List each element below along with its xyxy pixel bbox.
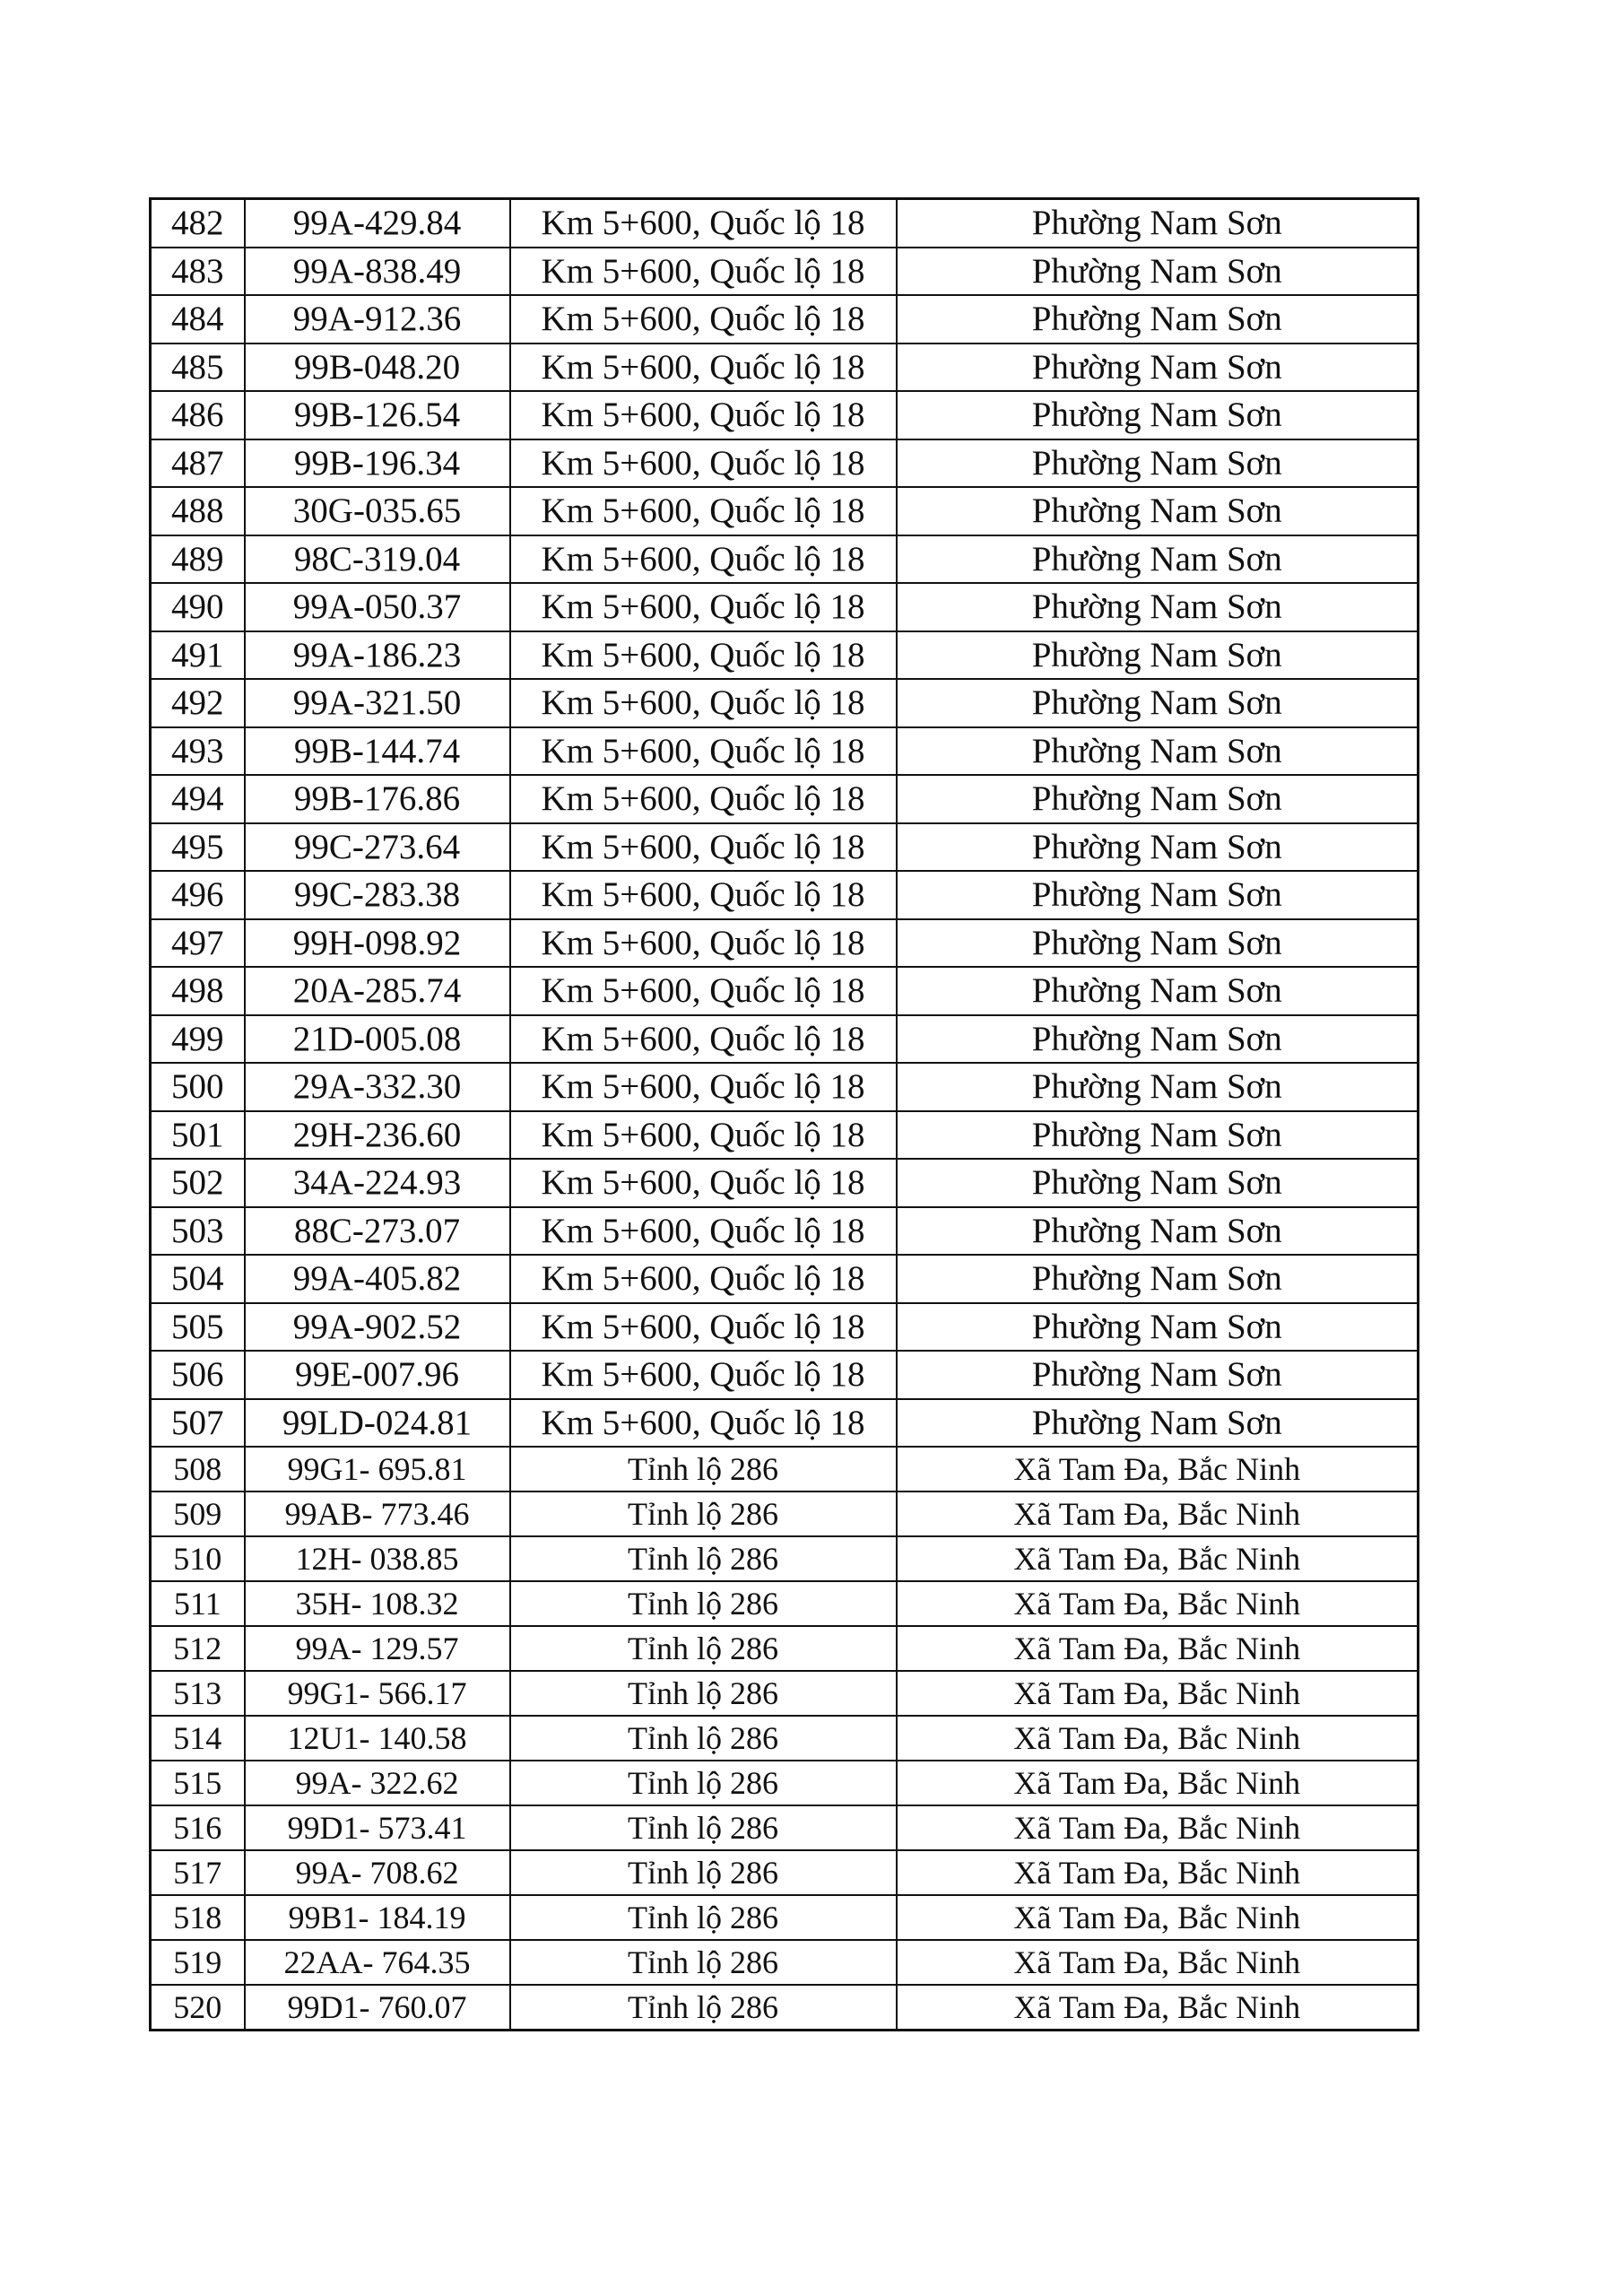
table-body bbox=[151, 199, 1419, 2031]
table-row bbox=[151, 535, 1419, 584]
table-row bbox=[151, 487, 1419, 535]
area-cell: Phường Nam Sơn bbox=[897, 1063, 1419, 1111]
area-cell: Phường Nam Sơn bbox=[897, 1399, 1419, 1448]
row-number-cell: 506 bbox=[151, 1351, 245, 1399]
license-plate-cell: 30G-035.65 bbox=[245, 487, 510, 535]
row-number-cell: 509 bbox=[151, 1492, 245, 1536]
row-number-cell: 517 bbox=[151, 1850, 245, 1895]
area-cell: Phường Nam Sơn bbox=[897, 439, 1419, 488]
row-number-cell: 500 bbox=[151, 1063, 245, 1111]
location-cell: Tỉnh lộ 286 bbox=[510, 1716, 897, 1761]
table-row bbox=[151, 1761, 1419, 1805]
license-plate-cell: 88C-273.07 bbox=[245, 1207, 510, 1256]
area-cell: Phường Nam Sơn bbox=[897, 199, 1419, 248]
table-row bbox=[151, 727, 1419, 776]
table-row bbox=[151, 1581, 1419, 1626]
area-cell: Xã Tam Đa, Bắc Ninh bbox=[897, 1805, 1419, 1850]
location-cell: Km 5+600, Quốc lộ 18 bbox=[510, 919, 897, 968]
location-cell: Tỉnh lộ 286 bbox=[510, 1626, 897, 1671]
table-row bbox=[151, 1111, 1419, 1160]
location-cell: Tỉnh lộ 286 bbox=[510, 1581, 897, 1626]
license-plate-cell: 99B-196.34 bbox=[245, 439, 510, 488]
location-cell: Tỉnh lộ 286 bbox=[510, 1536, 897, 1581]
row-number-cell: 488 bbox=[151, 487, 245, 535]
table-row bbox=[151, 1895, 1419, 1940]
table-row bbox=[151, 775, 1419, 823]
row-number-cell: 508 bbox=[151, 1447, 245, 1492]
table-row bbox=[151, 631, 1419, 680]
violations-table bbox=[149, 197, 1419, 2031]
area-cell: Phường Nam Sơn bbox=[897, 344, 1419, 392]
license-plate-cell: 99D1- 760.07 bbox=[245, 1985, 510, 2031]
table-row bbox=[151, 823, 1419, 872]
location-cell: Km 5+600, Quốc lộ 18 bbox=[510, 1111, 897, 1160]
license-plate-cell: 99G1- 566.17 bbox=[245, 1671, 510, 1716]
row-number-cell: 496 bbox=[151, 871, 245, 919]
location-cell: Km 5+600, Quốc lộ 18 bbox=[510, 535, 897, 584]
area-cell: Phường Nam Sơn bbox=[897, 535, 1419, 584]
license-plate-cell: 99G1- 695.81 bbox=[245, 1447, 510, 1492]
license-plate-cell: 99D1- 573.41 bbox=[245, 1805, 510, 1850]
license-plate-cell: 99A-912.36 bbox=[245, 295, 510, 344]
location-cell: Km 5+600, Quốc lộ 18 bbox=[510, 295, 897, 344]
table-row bbox=[151, 1303, 1419, 1352]
row-number-cell: 511 bbox=[151, 1581, 245, 1626]
area-cell: Phường Nam Sơn bbox=[897, 295, 1419, 344]
table-row bbox=[151, 871, 1419, 919]
license-plate-cell: 29A-332.30 bbox=[245, 1063, 510, 1111]
license-plate-cell: 99B-126.54 bbox=[245, 391, 510, 439]
row-number-cell: 505 bbox=[151, 1303, 245, 1352]
location-cell: Km 5+600, Quốc lộ 18 bbox=[510, 1303, 897, 1352]
row-number-cell: 486 bbox=[151, 391, 245, 439]
table-row bbox=[151, 679, 1419, 727]
row-number-cell: 499 bbox=[151, 1015, 245, 1064]
table-row bbox=[151, 391, 1419, 439]
location-cell: Km 5+600, Quốc lộ 18 bbox=[510, 487, 897, 535]
row-number-cell: 483 bbox=[151, 248, 245, 296]
row-number-cell: 519 bbox=[151, 1940, 245, 1985]
area-cell: Phường Nam Sơn bbox=[897, 583, 1419, 631]
row-number-cell: 507 bbox=[151, 1399, 245, 1448]
table-row bbox=[151, 1985, 1419, 2031]
row-number-cell: 495 bbox=[151, 823, 245, 872]
area-cell: Xã Tam Đa, Bắc Ninh bbox=[897, 1626, 1419, 1671]
location-cell: Km 5+600, Quốc lộ 18 bbox=[510, 583, 897, 631]
row-number-cell: 520 bbox=[151, 1985, 245, 2031]
table-row bbox=[151, 919, 1419, 968]
license-plate-cell: 99B1- 184.19 bbox=[245, 1895, 510, 1940]
row-number-cell: 498 bbox=[151, 967, 245, 1015]
area-cell: Phường Nam Sơn bbox=[897, 967, 1419, 1015]
license-plate-cell: 99LD-024.81 bbox=[245, 1399, 510, 1448]
table-row bbox=[151, 1850, 1419, 1895]
area-cell: Phường Nam Sơn bbox=[897, 1207, 1419, 1256]
license-plate-cell: 99B-048.20 bbox=[245, 344, 510, 392]
location-cell: Km 5+600, Quốc lộ 18 bbox=[510, 1207, 897, 1256]
table-row bbox=[151, 248, 1419, 296]
row-number-cell: 484 bbox=[151, 295, 245, 344]
location-cell: Km 5+600, Quốc lộ 18 bbox=[510, 1351, 897, 1399]
table-row bbox=[151, 1716, 1419, 1761]
area-cell: Xã Tam Đa, Bắc Ninh bbox=[897, 1895, 1419, 1940]
location-cell: Tỉnh lộ 286 bbox=[510, 1671, 897, 1716]
area-cell: Phường Nam Sơn bbox=[897, 727, 1419, 776]
area-cell: Xã Tam Đa, Bắc Ninh bbox=[897, 1492, 1419, 1536]
row-number-cell: 502 bbox=[151, 1159, 245, 1207]
location-cell: Km 5+600, Quốc lộ 18 bbox=[510, 727, 897, 776]
license-plate-cell: 99C-273.64 bbox=[245, 823, 510, 872]
license-plate-cell: 12U1- 140.58 bbox=[245, 1716, 510, 1761]
row-number-cell: 491 bbox=[151, 631, 245, 680]
table-row bbox=[151, 1351, 1419, 1399]
table-row bbox=[151, 439, 1419, 488]
row-number-cell: 512 bbox=[151, 1626, 245, 1671]
license-plate-cell: 99A-186.23 bbox=[245, 631, 510, 680]
location-cell: Km 5+600, Quốc lộ 18 bbox=[510, 439, 897, 488]
row-number-cell: 504 bbox=[151, 1255, 245, 1303]
location-cell: Km 5+600, Quốc lộ 18 bbox=[510, 631, 897, 680]
table-row bbox=[151, 1159, 1419, 1207]
location-cell: Km 5+600, Quốc lộ 18 bbox=[510, 199, 897, 248]
area-cell: Phường Nam Sơn bbox=[897, 919, 1419, 968]
location-cell: Tỉnh lộ 286 bbox=[510, 1492, 897, 1536]
table-row bbox=[151, 1447, 1419, 1492]
license-plate-cell: 99A-429.84 bbox=[245, 199, 510, 248]
table-row bbox=[151, 1207, 1419, 1256]
row-number-cell: 510 bbox=[151, 1536, 245, 1581]
area-cell: Phường Nam Sơn bbox=[897, 823, 1419, 872]
row-number-cell: 497 bbox=[151, 919, 245, 968]
location-cell: Tỉnh lộ 286 bbox=[510, 1985, 897, 2031]
location-cell: Km 5+600, Quốc lộ 18 bbox=[510, 1399, 897, 1448]
license-plate-cell: 99A-050.37 bbox=[245, 583, 510, 631]
license-plate-cell: 99A- 129.57 bbox=[245, 1626, 510, 1671]
table-row bbox=[151, 1671, 1419, 1716]
location-cell: Tỉnh lộ 286 bbox=[510, 1895, 897, 1940]
table-row bbox=[151, 1399, 1419, 1448]
table-row bbox=[151, 1626, 1419, 1671]
table-row bbox=[151, 199, 1419, 248]
row-number-cell: 501 bbox=[151, 1111, 245, 1160]
table-row bbox=[151, 1063, 1419, 1111]
license-plate-cell: 99A-902.52 bbox=[245, 1303, 510, 1352]
table-row bbox=[151, 344, 1419, 392]
license-plate-cell: 20A-285.74 bbox=[245, 967, 510, 1015]
area-cell: Xã Tam Đa, Bắc Ninh bbox=[897, 1940, 1419, 1985]
table-row bbox=[151, 1015, 1419, 1064]
license-plate-cell: 12H- 038.85 bbox=[245, 1536, 510, 1581]
location-cell: Tỉnh lộ 286 bbox=[510, 1805, 897, 1850]
row-number-cell: 518 bbox=[151, 1895, 245, 1940]
row-number-cell: 503 bbox=[151, 1207, 245, 1256]
row-number-cell: 482 bbox=[151, 199, 245, 248]
license-plate-cell: 99A-321.50 bbox=[245, 679, 510, 727]
license-plate-cell: 34A-224.93 bbox=[245, 1159, 510, 1207]
area-cell: Phường Nam Sơn bbox=[897, 1255, 1419, 1303]
row-number-cell: 515 bbox=[151, 1761, 245, 1805]
location-cell: Tỉnh lộ 286 bbox=[510, 1447, 897, 1492]
location-cell: Km 5+600, Quốc lộ 18 bbox=[510, 1063, 897, 1111]
area-cell: Phường Nam Sơn bbox=[897, 487, 1419, 535]
row-number-cell: 516 bbox=[151, 1805, 245, 1850]
area-cell: Phường Nam Sơn bbox=[897, 679, 1419, 727]
license-plate-cell: 99A- 322.62 bbox=[245, 1761, 510, 1805]
table-row bbox=[151, 967, 1419, 1015]
row-number-cell: 487 bbox=[151, 439, 245, 488]
location-cell: Km 5+600, Quốc lộ 18 bbox=[510, 871, 897, 919]
table-row bbox=[151, 295, 1419, 344]
area-cell: Xã Tam Đa, Bắc Ninh bbox=[897, 1447, 1419, 1492]
location-cell: Km 5+600, Quốc lộ 18 bbox=[510, 967, 897, 1015]
row-number-cell: 485 bbox=[151, 344, 245, 392]
row-number-cell: 492 bbox=[151, 679, 245, 727]
license-plate-cell: 22AA- 764.35 bbox=[245, 1940, 510, 1985]
license-plate-cell: 99A- 708.62 bbox=[245, 1850, 510, 1895]
license-plate-cell: 29H-236.60 bbox=[245, 1111, 510, 1160]
location-cell: Km 5+600, Quốc lộ 18 bbox=[510, 344, 897, 392]
table-row bbox=[151, 1536, 1419, 1581]
license-plate-cell: 98C-319.04 bbox=[245, 535, 510, 584]
area-cell: Phường Nam Sơn bbox=[897, 1159, 1419, 1207]
area-cell: Phường Nam Sơn bbox=[897, 391, 1419, 439]
license-plate-cell: 21D-005.08 bbox=[245, 1015, 510, 1064]
table-row bbox=[151, 1255, 1419, 1303]
license-plate-cell: 99B-176.86 bbox=[245, 775, 510, 823]
location-cell: Km 5+600, Quốc lộ 18 bbox=[510, 775, 897, 823]
license-plate-cell: 99A-838.49 bbox=[245, 248, 510, 296]
area-cell: Phường Nam Sơn bbox=[897, 1015, 1419, 1064]
license-plate-cell: 35H- 108.32 bbox=[245, 1581, 510, 1626]
row-number-cell: 513 bbox=[151, 1671, 245, 1716]
row-number-cell: 489 bbox=[151, 535, 245, 584]
location-cell: Km 5+600, Quốc lộ 18 bbox=[510, 1255, 897, 1303]
area-cell: Phường Nam Sơn bbox=[897, 775, 1419, 823]
license-plate-cell: 99AB- 773.46 bbox=[245, 1492, 510, 1536]
area-cell: Phường Nam Sơn bbox=[897, 1351, 1419, 1399]
location-cell: Km 5+600, Quốc lộ 18 bbox=[510, 823, 897, 872]
area-cell: Xã Tam Đa, Bắc Ninh bbox=[897, 1985, 1419, 2031]
area-cell: Phường Nam Sơn bbox=[897, 1111, 1419, 1160]
license-plate-cell: 99C-283.38 bbox=[245, 871, 510, 919]
license-plate-cell: 99B-144.74 bbox=[245, 727, 510, 776]
area-cell: Xã Tam Đa, Bắc Ninh bbox=[897, 1716, 1419, 1761]
license-plate-cell: 99A-405.82 bbox=[245, 1255, 510, 1303]
area-cell: Xã Tam Đa, Bắc Ninh bbox=[897, 1581, 1419, 1626]
license-plate-cell: 99E-007.96 bbox=[245, 1351, 510, 1399]
area-cell: Phường Nam Sơn bbox=[897, 631, 1419, 680]
location-cell: Km 5+600, Quốc lộ 18 bbox=[510, 679, 897, 727]
table-row bbox=[151, 1492, 1419, 1536]
area-cell: Phường Nam Sơn bbox=[897, 248, 1419, 296]
location-cell: Tỉnh lộ 286 bbox=[510, 1850, 897, 1895]
area-cell: Xã Tam Đa, Bắc Ninh bbox=[897, 1761, 1419, 1805]
table-row bbox=[151, 583, 1419, 631]
location-cell: Tỉnh lộ 286 bbox=[510, 1940, 897, 1985]
row-number-cell: 494 bbox=[151, 775, 245, 823]
table-row bbox=[151, 1805, 1419, 1850]
row-number-cell: 490 bbox=[151, 583, 245, 631]
area-cell: Xã Tam Đa, Bắc Ninh bbox=[897, 1671, 1419, 1716]
location-cell: Km 5+600, Quốc lộ 18 bbox=[510, 1015, 897, 1064]
location-cell: Tỉnh lộ 286 bbox=[510, 1761, 897, 1805]
row-number-cell: 514 bbox=[151, 1716, 245, 1761]
area-cell: Phường Nam Sơn bbox=[897, 871, 1419, 919]
location-cell: Km 5+600, Quốc lộ 18 bbox=[510, 1159, 897, 1207]
location-cell: Km 5+600, Quốc lộ 18 bbox=[510, 391, 897, 439]
table-row bbox=[151, 1940, 1419, 1985]
area-cell: Xã Tam Đa, Bắc Ninh bbox=[897, 1536, 1419, 1581]
location-cell: Km 5+600, Quốc lộ 18 bbox=[510, 248, 897, 296]
area-cell: Xã Tam Đa, Bắc Ninh bbox=[897, 1850, 1419, 1895]
row-number-cell: 493 bbox=[151, 727, 245, 776]
license-plate-cell: 99H-098.92 bbox=[245, 919, 510, 968]
area-cell: Phường Nam Sơn bbox=[897, 1303, 1419, 1352]
